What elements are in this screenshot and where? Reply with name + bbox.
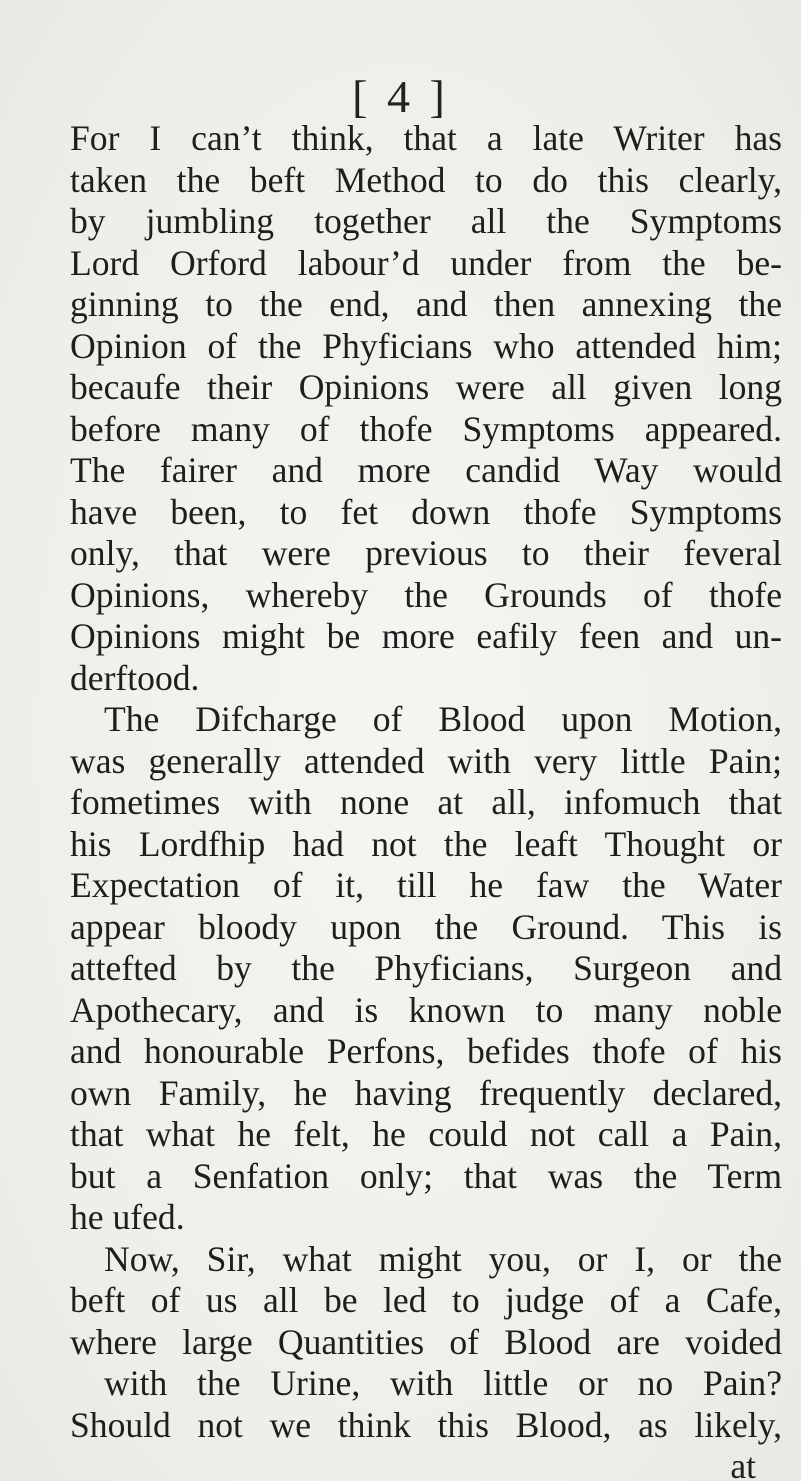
text-line: fometimes with none at all, infomuch that — [70, 782, 782, 822]
text-line: that what he felt, he could not call a Pain, — [70, 1114, 782, 1154]
text-line: by jumbling together all the Symptoms — [70, 201, 782, 241]
text-line: For I can’t think, that a late Writer has — [70, 118, 782, 158]
body-text — [70, 118, 782, 1481]
text-line: Lord Orford labour’d under from the be- — [70, 242, 782, 283]
text-line: he ufed. — [70, 1197, 185, 1237]
text-line: The fairer and more candid Way would — [70, 450, 782, 490]
text-line: derftood. — [70, 657, 200, 698]
text-line: appear bloody upon the Ground. This is — [70, 906, 782, 947]
text-line: attefted by the Phyficians, Surgeon and — [70, 948, 782, 988]
text-line: ginning to the end, and then annexing the — [70, 284, 782, 324]
page-number-header: [ 4 ] — [352, 71, 449, 122]
text-line: Opinion of the Phyficians who attended him; — [70, 325, 782, 366]
text-line: where large Quantities of Blood are voided — [70, 1321, 782, 1362]
text-line: with the Urine, with little or no Pain? — [104, 1363, 782, 1403]
text-line: and honourable Perfons, befides thofe of his — [70, 1031, 782, 1071]
text-line: Opinions, whereby the Grounds of thofe — [70, 574, 782, 615]
text-line: Expectation of it, till he faw the Water — [70, 865, 782, 905]
text-line: Should not we think this Blood, as likely, — [70, 1404, 782, 1445]
text-line: only, that were previous to their feveral — [70, 533, 782, 573]
text-line: own Family, he having frequently declared, — [70, 1072, 782, 1113]
text-line: The Difcharge of Blood upon Motion, — [104, 699, 782, 739]
text-line: Apothecary, and is known to many noble — [70, 989, 782, 1030]
text-line: beft of us all be led to judge of a Cafe, — [70, 1280, 782, 1320]
text-line: Opinions might be more eafily feen and un- — [70, 616, 782, 656]
text-line: taken the beft Method to do this clearly, — [70, 159, 782, 200]
text-line: but a Senfation only; that was the Term — [70, 1155, 782, 1196]
catchword: at — [730, 1446, 756, 1481]
text-line: was generally attended with very little Pain; — [70, 740, 782, 781]
text-line: Now, Sir, what might you, or I, or the — [104, 1238, 782, 1279]
text-line: his Lordfhip had not the leaft Thought or — [70, 823, 782, 864]
text-line: becaufe their Opinions were all given long — [70, 367, 782, 407]
text-line: before many of thofe Symptoms appeared. — [70, 408, 782, 449]
text-line: have been, to fet down thofe Symptoms — [70, 491, 782, 532]
